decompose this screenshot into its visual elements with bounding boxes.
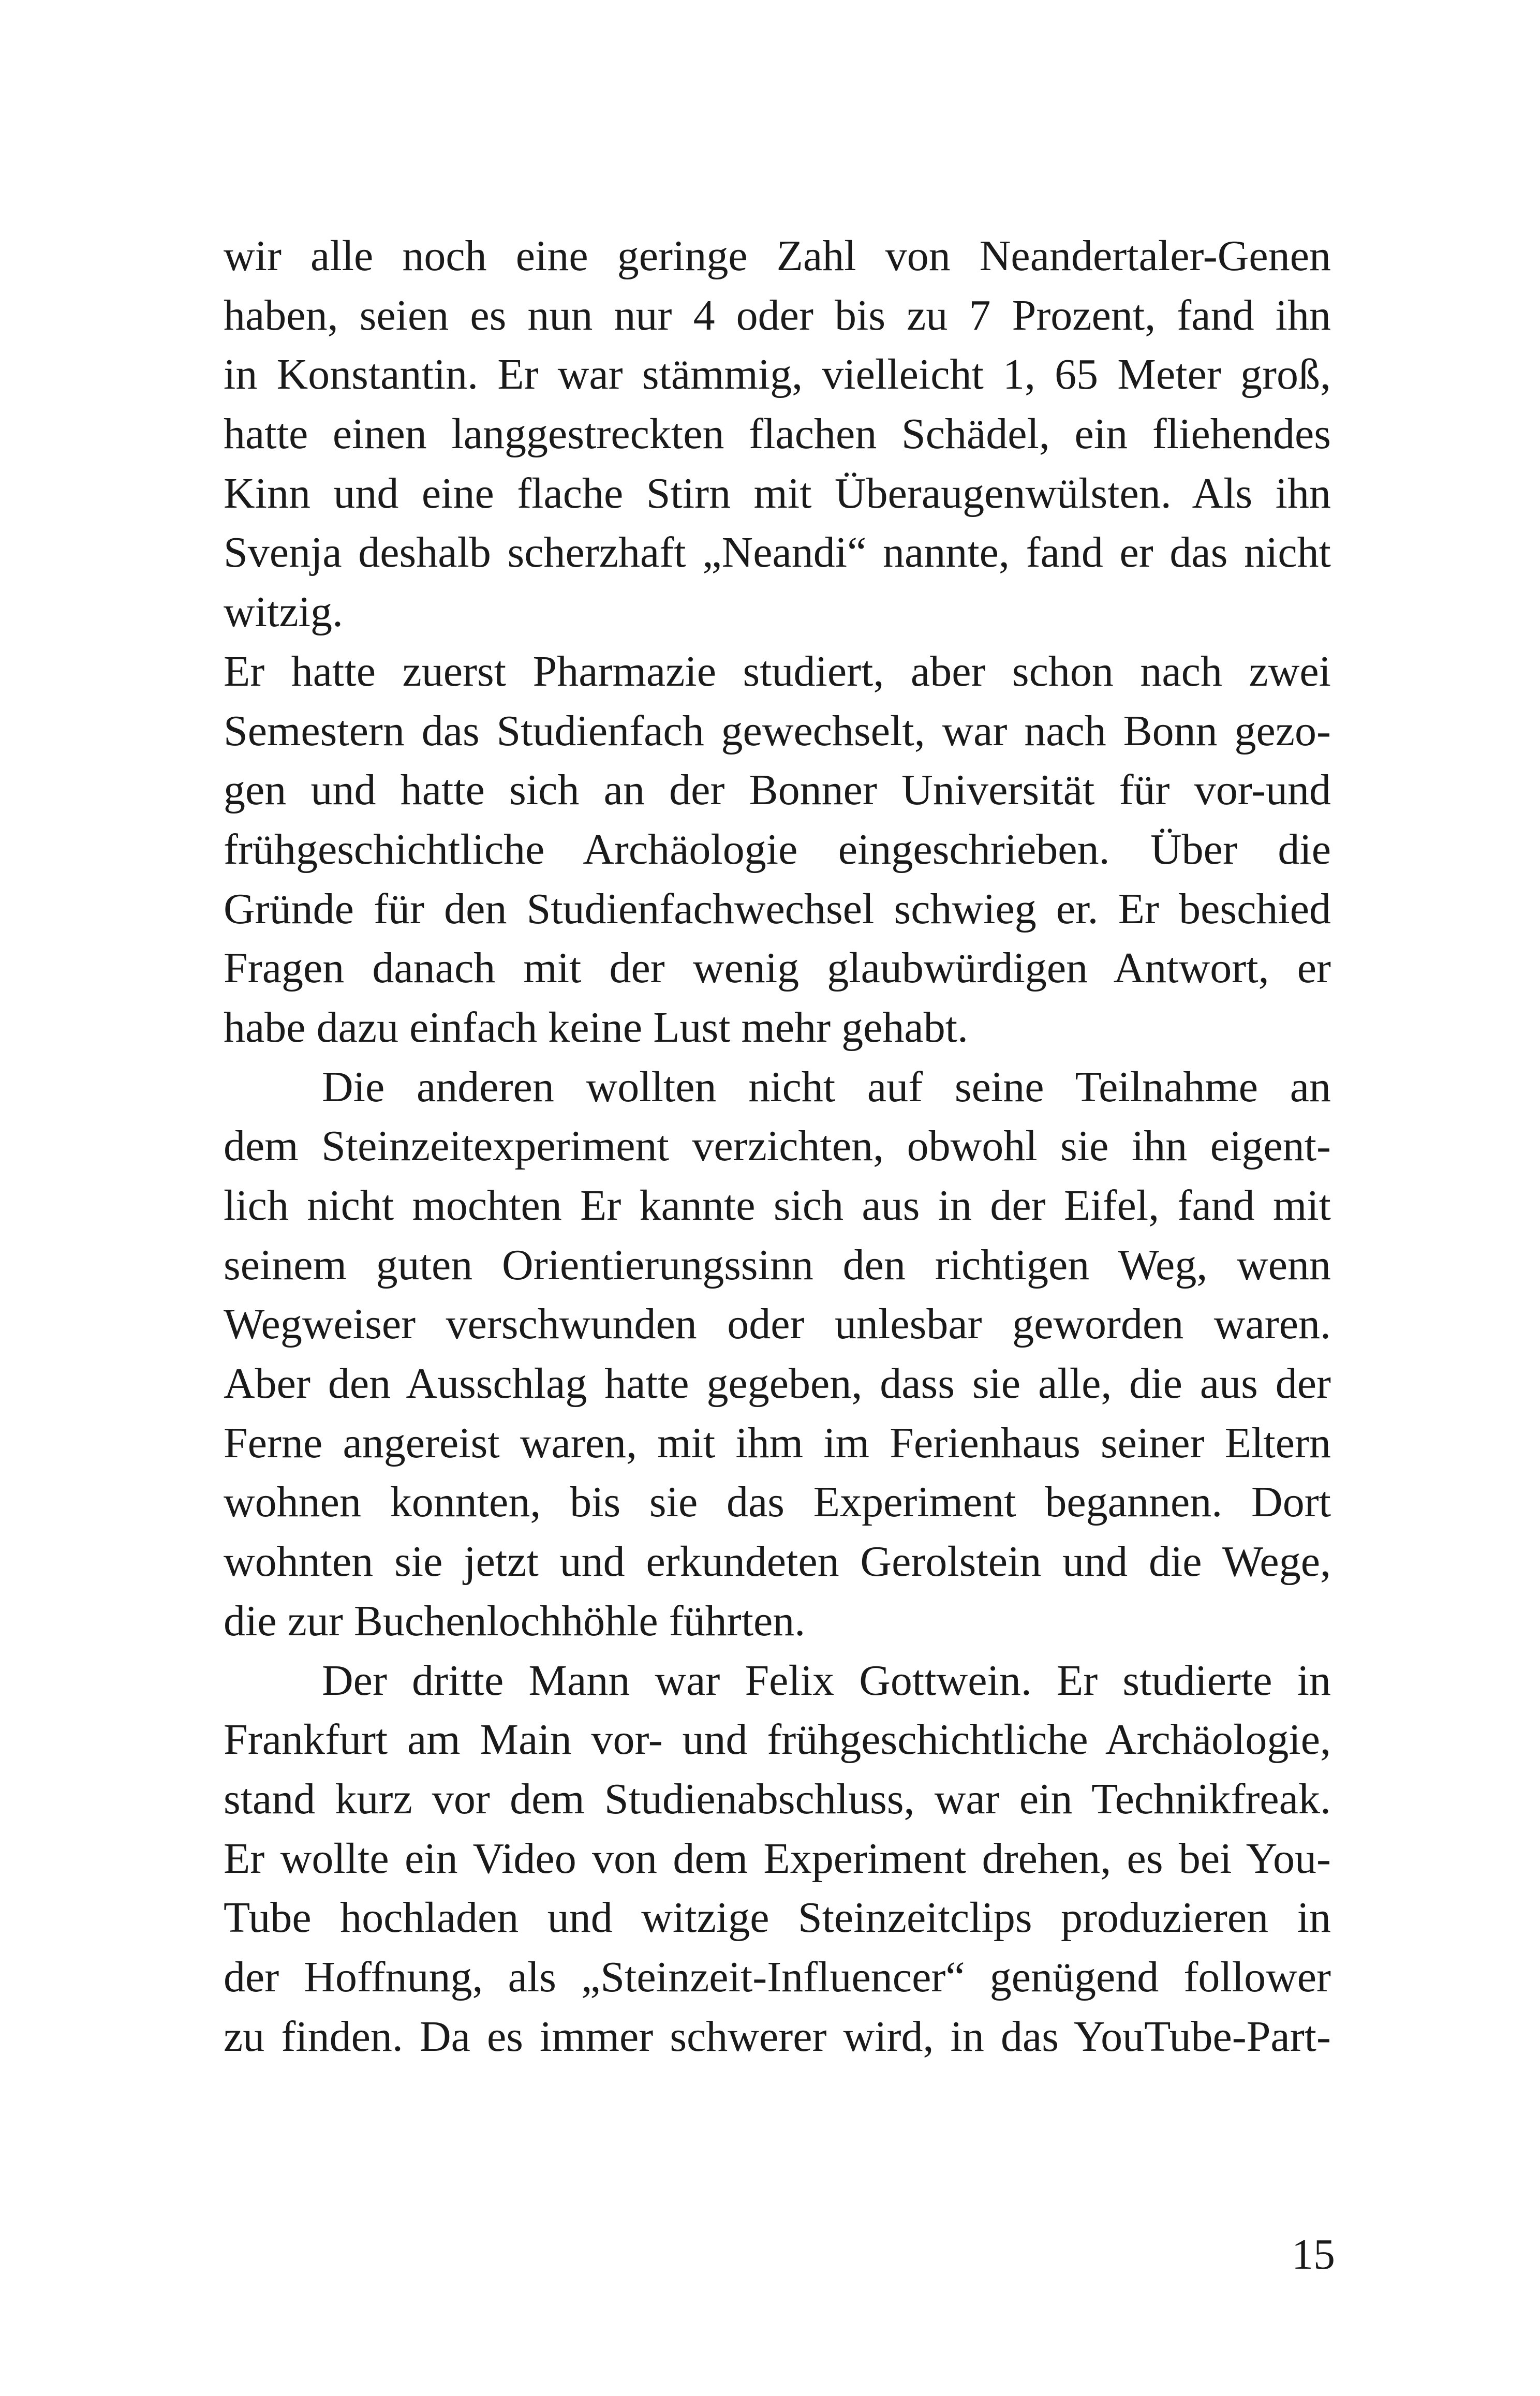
text-line: Die anderen wollten nicht auf seine Teilnahme an (322, 1062, 1331, 1111)
text-line: witzig. (224, 588, 343, 637)
text-line: Aber den Ausschlag hatte gegeben, dass sie alle, die aus der (224, 1359, 1331, 1408)
body-text (224, 227, 1331, 2066)
text-line: Ferne angereist waren, mit ihm im Ferienhaus seiner Eltern (224, 1418, 1331, 1467)
text-line: haben, seien es nun nur 4 oder bis zu 7 Prozent, fand ihn (224, 291, 1331, 339)
text-line: Der dritte Mann war Felix Gottwein. Er studierte in (322, 1656, 1331, 1705)
text-line: Wegweiser verschwunden oder unlesbar geworden waren. (224, 1300, 1331, 1349)
text-line: Er hatte zuerst Pharmazie studiert, aber schon nach zwei (224, 647, 1331, 696)
text-line: Kinn und eine flache Stirn mit Überaugenwülsten. Als ihn (224, 469, 1331, 517)
text-line: lich nicht mochten Er kannte sich aus in der Eifel, fand mit (224, 1181, 1331, 1230)
text-line: der Hoffnung, als „Steinzeit-Influencer“ genügend follower (224, 1953, 1331, 2001)
text-line: wir alle noch eine geringe Zahl von Neandertaler-Genen (224, 232, 1331, 280)
text-line: Semestern das Studienfach gewechselt, war nach Bonn gezo- (224, 706, 1331, 755)
text-line: Gründe für den Studienfachwechsel schwieg er. Er beschied (224, 884, 1331, 933)
text-line: in Konstantin. Er war stämmig, vielleicht 1, 65 Meter groß, (224, 350, 1331, 399)
text-line: Svenja deshalb scherzhaft „Neandi“ nannte, fand er das nicht (224, 528, 1331, 577)
text-line: Tube hochladen und witzige Steinzeitclips produzieren in (224, 1894, 1331, 1942)
text-line: gen und hatte sich an der Bonner Universität für vor-und (224, 766, 1331, 815)
text-line: wohnten sie jetzt und erkundeten Gerolstein und die Wege, (224, 1537, 1331, 1586)
text-line: hatte einen langgestreckten flachen Schädel, ein fliehendes (224, 410, 1331, 459)
text-line: dem Steinzeitexperiment verzichten, obwohl sie ihn eigent- (224, 1122, 1331, 1171)
text-line: Frankfurt am Main vor- und frühgeschichtliche Archäologie, (224, 1715, 1331, 1764)
text-line: stand kurz vor dem Studienabschluss, war ein Technikfreak. (224, 1774, 1331, 1823)
text-line: Er wollte ein Video von dem Experiment drehen, es bei You- (224, 1834, 1331, 1883)
text-line: habe dazu einfach keine Lust mehr gehabt. (224, 1003, 969, 1052)
text-line: wohnen konnten, bis sie das Experiment begannen. Dort (224, 1478, 1331, 1527)
text-line: die zur Buchenlochhöhle führten. (224, 1596, 806, 1645)
text-line: seinem guten Orientierungssinn den richtigen Weg, wenn (224, 1240, 1331, 1289)
text-line: zu finden. Da es immer schwerer wird, in das YouTube-Part- (224, 2012, 1331, 2061)
page-number: 15 (1292, 2230, 1335, 2279)
text-line: Fragen danach mit der wenig glaubwürdigen Antwort, er (224, 944, 1331, 993)
text-line: frühgeschichtliche Archäologie eingeschrieben. Über die (224, 825, 1331, 874)
